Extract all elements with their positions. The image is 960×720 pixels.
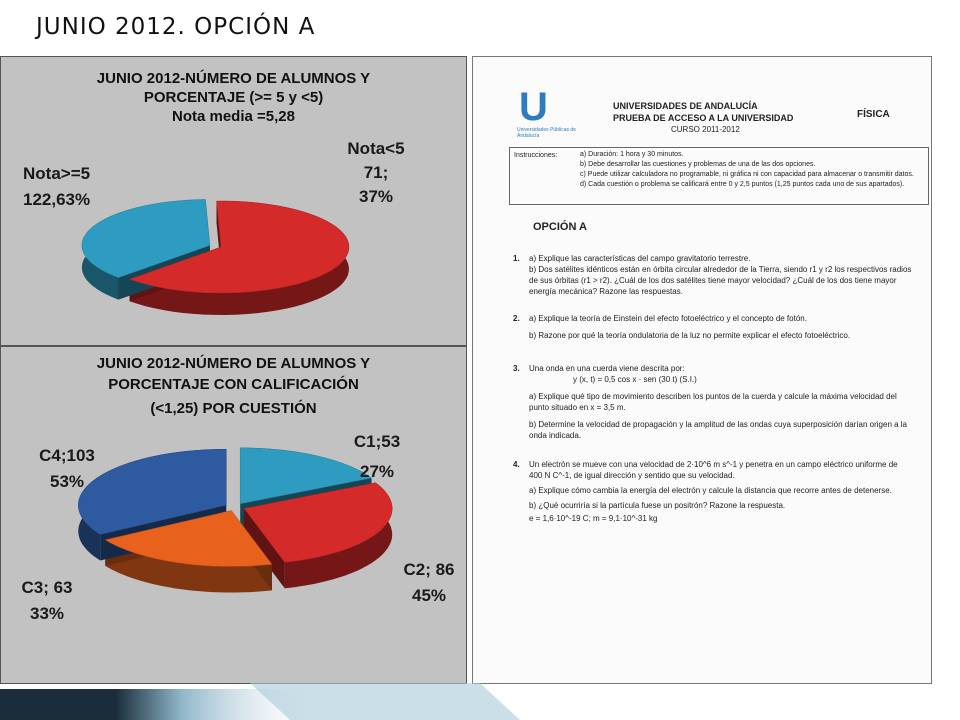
question-part: a) Explique qué tipo de movimiento describen los puntos de la cuerda y calcule la máxima velocidad del punto situado en x = 3,5 m. — [529, 392, 897, 412]
chart2-title-line2: PORCENTAJE CON CALIFICACIÓN — [108, 376, 359, 393]
course-label: CURSO 2011-2012 — [671, 125, 740, 134]
university-line1: UNIVERSIDADES DE ANDALUCÍA — [613, 101, 758, 111]
question-part: a) Explique la teoría de Einstein del efecto fotoeléctrico y el concepto de fotón. — [529, 314, 807, 323]
chart1-title-line1: JUNIO 2012-NÚMERO DE ALUMNOS Y — [96, 70, 371, 87]
chart1-label-fail-line3: 37% — [358, 187, 394, 206]
question-part: b) Determine la velocidad de propagación y la amplitud de las ondas cuya superposición darían origen a la onda indicada. — [529, 420, 908, 440]
chart2-title-line1: JUNIO 2012-NÚMERO DE ALUMNOS Y — [96, 355, 371, 372]
chart1-label-pass-line1: Nota>=5 — [23, 164, 91, 183]
chart2-label-c1-line1: C1;53 — [353, 432, 401, 451]
chart2-label-c1-line2: 27% — [359, 462, 395, 481]
question-part: e = 1,6·10^-19 C; m = 9,1·10^-31 kg — [529, 514, 658, 523]
chart2-label-c2 — [393, 557, 465, 609]
question-number: 3. — [513, 364, 520, 373]
question-number: 4. — [513, 460, 520, 469]
chart1-label-fail-line2: 71; — [363, 163, 389, 182]
chart1-title-line2: PORCENTAJE (>= 5 y <5) — [143, 89, 324, 106]
instructions-box — [509, 147, 929, 205]
question-part: b) Razone por qué la teoría ondulatoria de la luz no permite explicar el efecto fotoeléctrico. — [529, 331, 851, 340]
question-part: b) ¿Qué ocurriría si la partícula fuese un positrón? Razone la respuesta. — [529, 501, 786, 510]
chart1-title-line3: Nota media =5,28 — [172, 108, 295, 125]
chart2-label-c4-line1: C4;103 — [39, 446, 95, 465]
chart2-label-c3 — [11, 575, 83, 627]
option-title: OPCIÓN A — [533, 221, 587, 233]
chart2-label-c1 — [341, 427, 413, 487]
question-part: y (x, t) = 0,5 cos x · sen (30 t) (S.I.) — [573, 375, 697, 384]
question-part: a) Explique las características del campo gravitatorio terrestre. — [529, 254, 751, 263]
question-part: Una onda en una cuerda viene descrita por: — [529, 364, 685, 373]
question-number: 1. — [513, 254, 520, 263]
chart-panel-top — [0, 56, 467, 346]
chart2-pie — [1, 347, 468, 685]
logo-text: Universidades Públicas de Andalucía — [517, 127, 576, 139]
subject-label: FÍSICA — [857, 109, 890, 120]
instruction-item: d) Cada cuestión o problema se calificará entre 0 y 2,5 puntos (1,25 puntos cada uno de sus apartados). — [580, 181, 905, 188]
question-part: b) Dos satélites idénticos están en órbita circular alrededor de la Tierra, siendo r1 y r2 los respectivos radios de sus órbitas (r1 > r2). ¿Cuál de los dos satélites tiene mayor velocidad? ¿Cuál de los dos tiene mayor energía mecánica? Razone las respuestas. — [529, 265, 912, 296]
instruction-item: a) Duración: 1 hora y 30 minutos. — [580, 151, 684, 158]
question-3 — [513, 363, 913, 441]
question-part: Un electrón se mueve con una velocidad de 2·10^6 m s^-1 y penetra en un campo eléctrico uniforme de 400 N C^-1, de igual dirección y sentido que su velocidad. — [529, 460, 898, 480]
slide-title: JUNIO 2012. OPCIÓN A — [36, 14, 316, 40]
chart2-title-line3: (<1,25) POR CUESTIÓN — [150, 400, 317, 417]
chart2-label-c4-line2: 53% — [49, 472, 85, 491]
chart2-label-c2-line1: C2; 86 — [403, 560, 455, 579]
instructions-list — [580, 150, 914, 190]
chart1-label-fail — [345, 137, 407, 209]
university-line2: PRUEBA DE ACCESO A LA UNIVERSIDAD — [613, 113, 794, 123]
question-2 — [513, 313, 913, 341]
instruction-item: c) Puede utilizar calculadora no programable, ni gráfica ni con capacidad para almacenar o transmitir datos. — [580, 171, 914, 178]
question-part: a) Explique cómo cambia la energía del electrón y calcule la distancia que recorre antes de detenerse. — [529, 486, 892, 495]
instruction-item: b) Debe desarrollar las cuestiones y problemas de una de las dos opciones. — [580, 161, 816, 168]
chart2-label-c4 — [27, 443, 107, 495]
exam-document — [472, 56, 932, 684]
question-number: 2. — [513, 314, 520, 323]
bottom-decor-bar — [0, 683, 960, 720]
instructions-title: Instrucciones: — [514, 152, 558, 159]
chart2-label-c3-line1: C3; 63 — [21, 578, 73, 597]
question-4 — [513, 459, 913, 524]
university-logo — [517, 85, 576, 141]
chart1-label-pass — [23, 161, 90, 213]
logo-letter: U — [519, 85, 548, 129]
chart-panel-bottom — [0, 346, 467, 684]
chart2-label-c3-line2: 33% — [29, 604, 65, 623]
chart1-label-pass-line2: 122,63% — [23, 190, 91, 209]
question-1 — [513, 253, 913, 297]
chart1-label-fail-line1: Nota<5 — [347, 139, 405, 158]
chart2-label-c2-line2: 45% — [411, 586, 447, 605]
